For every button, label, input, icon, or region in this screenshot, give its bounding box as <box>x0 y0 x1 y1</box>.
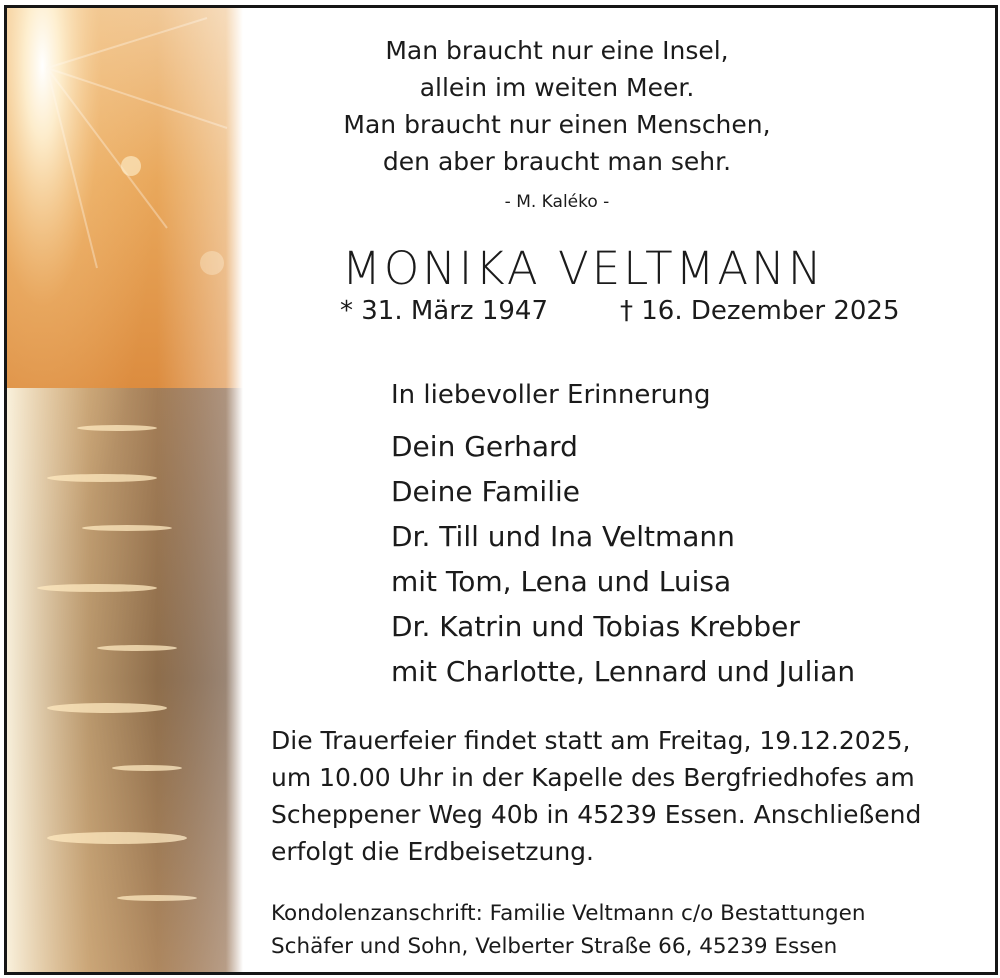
poem-line: allein im weiten Meer. <box>419 73 695 102</box>
obituary-frame <box>4 5 998 975</box>
condolence-address <box>271 897 866 963</box>
mourner: mit Charlotte, Lennard und Julian <box>391 655 856 688</box>
service-line: um 10.00 Uhr in der Kapelle des Bergfriedhofes am <box>271 763 915 792</box>
condolence-line: Schäfer und Sohn, Velberter Straße 66, 45239 Essen <box>271 934 838 959</box>
poem <box>277 32 837 180</box>
poem-author: - M. Kaléko - <box>504 192 610 212</box>
condolence-line: Kondolenzanschrift: Familie Veltmann c/o Bestattungen <box>271 901 866 926</box>
mourner: Deine Familie <box>391 475 580 508</box>
mourner: mit Tom, Lena und Luisa <box>391 565 732 598</box>
poem-line: Man braucht nur eine Insel, <box>385 36 729 65</box>
service-line: erfolgt die Erdbeisetzung. <box>271 837 594 866</box>
deceased-name: MONIKA VELTMANN <box>342 242 825 295</box>
mourners-list <box>391 424 855 694</box>
mourner: Dr. Till und Ina Veltmann <box>391 520 735 553</box>
service-line: Scheppener Weg 40b in 45239 Essen. Anschließend <box>271 800 922 829</box>
birth-date: * 31. März 1947 <box>340 296 549 326</box>
poem-line: den aber braucht man sehr. <box>382 147 732 176</box>
poem-line: Man braucht nur einen Menschen, <box>343 110 771 139</box>
sunset-sea-photo <box>7 8 243 972</box>
mourner: Dein Gerhard <box>391 430 578 463</box>
service-info <box>271 722 921 870</box>
mourners-intro: In liebevoller Erinnerung <box>391 380 711 410</box>
service-line: Die Trauerfeier findet statt am Freitag, 19.12.2025, <box>271 726 911 755</box>
mourner: Dr. Katrin und Tobias Krebber <box>391 610 800 643</box>
death-date: † 16. Dezember 2025 <box>620 296 900 326</box>
